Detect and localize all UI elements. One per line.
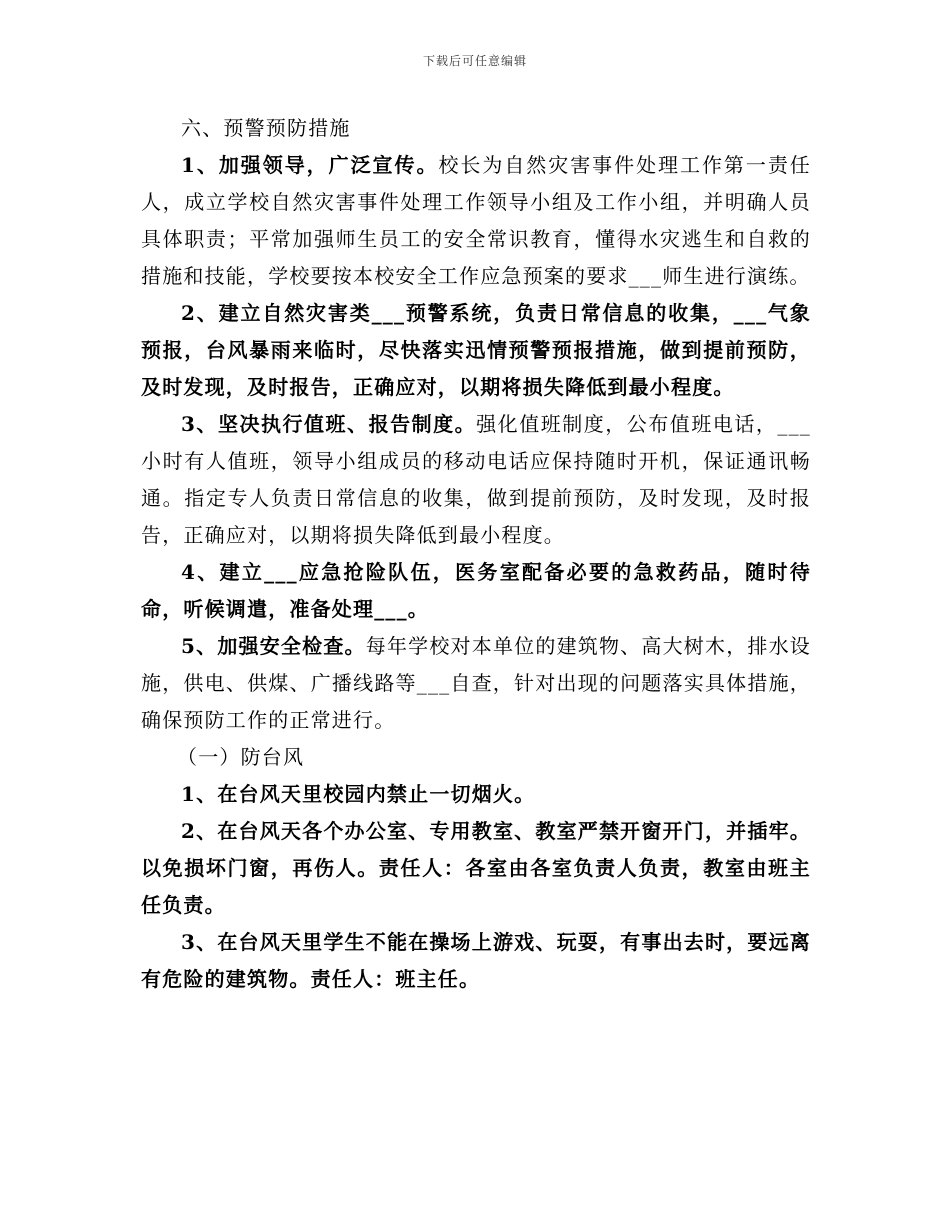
paragraph-3-body: 强化值班制度，公布值班电话，___小时有人值班，领导小组成员的移动电话应保持随时开机，保证通讯畅通。指定专人负责日常信息的收集，做到提前预防，及时发现，及时报告，正确应对，以期将损失降低到最小程度。 xyxy=(141,412,811,547)
page-header: 下载后可任意编辑 xyxy=(422,54,527,68)
paragraph-3-lead: 3、坚决执行值班、报告制度。 xyxy=(181,412,477,436)
section-title: 六、预警预防措施 xyxy=(181,116,351,140)
paragraph-3 xyxy=(141,406,811,554)
paragraph-1 xyxy=(141,147,811,295)
typhoon-item-2: 2、在台风天各个办公室、专用教室、教室严禁开窗开门，并插牢。以免损坏门窗，再伤人。责任人：各室由各室负责人负责，教室由班主任负责。 xyxy=(141,819,811,917)
paragraph-1-lead: 1、加强领导，广泛宣传。 xyxy=(181,153,439,177)
paragraph-5-lead: 5、加强安全检查。 xyxy=(181,634,366,658)
document-body xyxy=(141,110,811,998)
typhoon-item-3: 3、在台风天里学生不能在操场上游戏、玩耍，有事出去时，要远离有危险的建筑物。责任人：班主任。 xyxy=(141,930,811,991)
paragraph-4: 4、建立___应急抢险队伍，医务室配备必要的急救药品，随时待命，听候调遣，准备处理___。 xyxy=(141,560,811,621)
paragraph-5-body: 每年学校对本单位的建筑物、高大树木，排水设施，供电、供煤、广播线路等___自查，针对出现的问题落实具体措施，确保预防工作的正常进行。 xyxy=(141,634,812,732)
paragraph-1-body: 校长为自然灾害事件处理工作第一责任人，成立学校自然灾害事件处理工作领导小组及工作小组，并明确人员具体职责；平常加强师生员工的安全常识教育，懂得水灾逃生和自救的措施和技能，学校要按本校安全工作应急预案的要求___师生进行演练。 xyxy=(141,153,811,288)
typhoon-item-1: 1、在台风天里校园内禁止一切烟火。 xyxy=(181,782,536,806)
paragraph-5 xyxy=(141,628,811,739)
paragraph-2: 2、建立自然灾害类___预警系统，负责日常信息的收集，___气象预报，台风暴雨来临时，尽快落实迅情预警预报措施，做到提前预防，及时发现，及时报告，正确应对，以期将损失降低到最小程度。 xyxy=(141,301,811,399)
subsection-title: （一）防台风 xyxy=(177,745,305,769)
